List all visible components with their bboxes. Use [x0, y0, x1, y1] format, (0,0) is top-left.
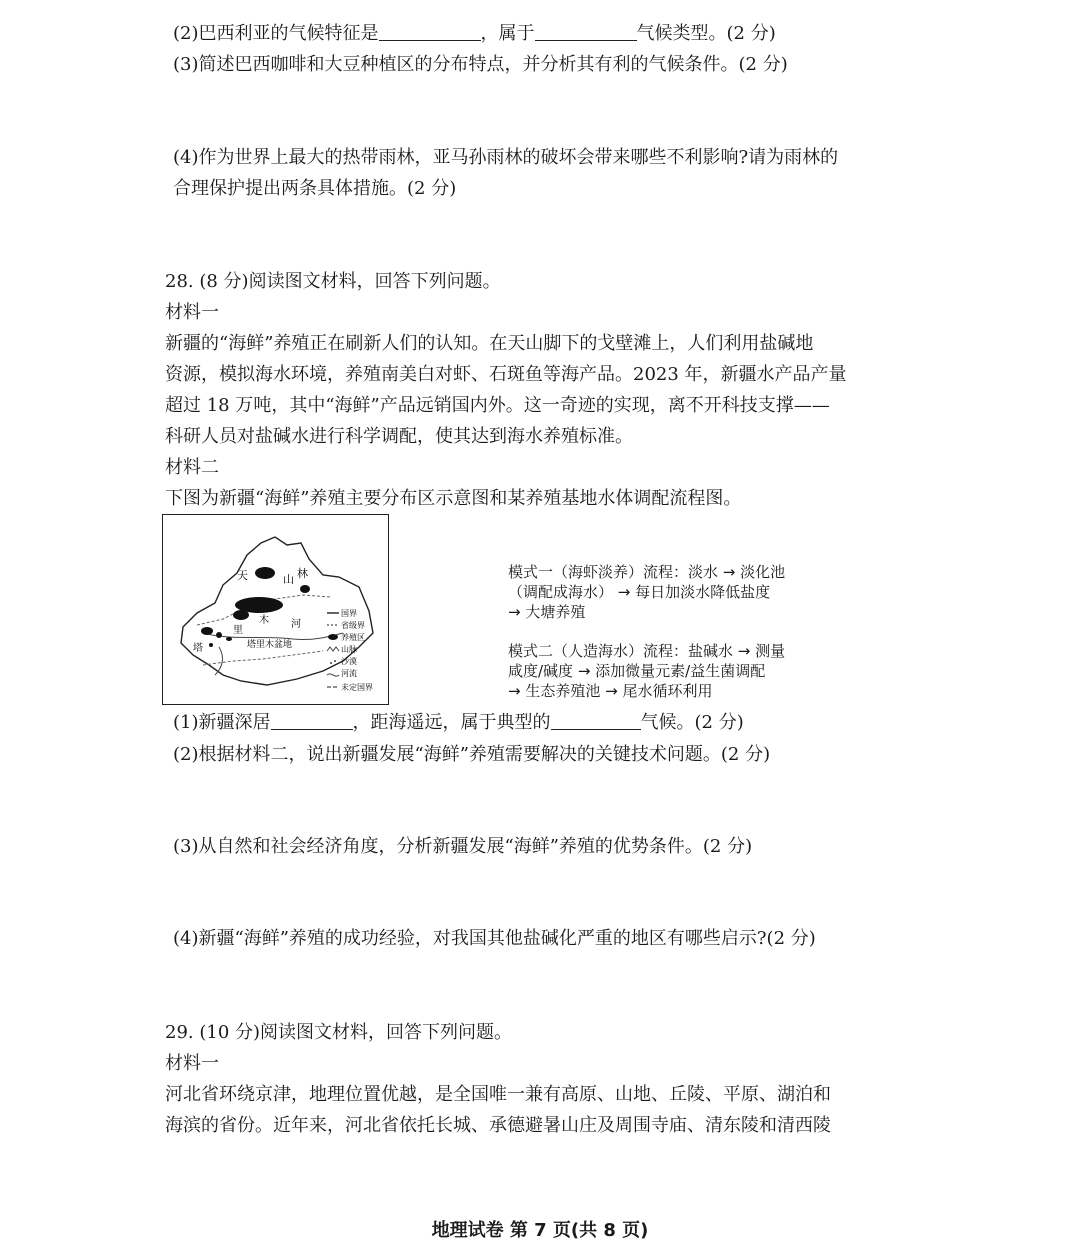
q28-title: 28. (8 分)阅读图文材料，回答下列问题。 — [165, 271, 501, 292]
xinjiang-map-figure — [162, 514, 389, 705]
q27-part2: (2)巴西利亚的气候特征是 ，属于 气候类型。(2 分) — [173, 23, 776, 44]
farming-area — [233, 610, 249, 620]
map-legend — [327, 609, 373, 692]
map-label: 山 — [283, 573, 294, 586]
q27-part4-line2: 合理保护提出两条具体措施。(2 分) — [173, 178, 457, 199]
svg-text:省级界: 省级界 — [341, 621, 365, 630]
map-label: 塔 — [193, 643, 203, 654]
svg-text:未定国界: 未定国界 — [341, 683, 373, 692]
mountain-range — [203, 651, 323, 665]
q28-material2-text: 下图为新疆“海鲜”养殖主要分布区示意图和某养殖基地水体调配流程图。 — [165, 488, 742, 509]
map-label: 木 — [259, 615, 269, 626]
q29-material1-line: 河北省环绕京津，地理位置优越，是全国唯一兼有高原、山地、丘陵、平原、湖泊和 — [165, 1084, 831, 1105]
answer-blank[interactable] — [551, 711, 641, 730]
flow-mode1-line2: （调配成海水） → 每日加淡水降低盐度 — [508, 583, 771, 601]
q29-material1-label: 材料一 — [165, 1053, 219, 1074]
farming-area — [209, 643, 213, 647]
farming-area — [226, 637, 232, 641]
xinjiang-map-svg — [163, 515, 388, 704]
q28-part1: (1)新疆深居 ，距海遥远，属于典型的 气候。(2 分) — [173, 712, 744, 733]
svg-text:山脉: 山脉 — [341, 645, 357, 654]
q28-part4: (4)新疆“海鲜”养殖的成功经验，对我国其他盐碱化严重的地区有哪些启示?(2 分) — [173, 928, 816, 949]
q28-material1-line: 科研人员对盐碱水进行科学调配，使其达到海水养殖标准。 — [165, 426, 633, 447]
q28-material1-label: 材料一 — [165, 302, 219, 323]
q28-material1-line: 资源，模拟海水环境，养殖南美白对虾、石斑鱼等海产品。2023 年，新疆水产品产量 — [165, 364, 847, 385]
q28-material2-label: 材料二 — [165, 457, 219, 478]
q29-title: 29. (10 分)阅读图文材料，回答下列问题。 — [165, 1022, 513, 1043]
farming-area — [201, 627, 213, 635]
flow-mode1-line1: 模式一（海虾淡养）流程：淡水 → 淡化池 — [508, 563, 786, 581]
svg-text:沙漠: 沙漠 — [341, 657, 357, 666]
map-label: 林 — [297, 567, 308, 580]
answer-blank[interactable] — [271, 711, 353, 730]
farming-area — [216, 632, 222, 638]
farming-area — [300, 585, 310, 593]
flow-mode1-line3: → 大塘养殖 — [508, 603, 586, 621]
river — [203, 633, 343, 640]
q28-part2: (2)根据材料二，说出新疆发展“海鲜”养殖需要解决的关键技术问题。(2 分) — [173, 744, 771, 765]
page-footer: 地理试卷 第 7 页(共 8 页) — [431, 1220, 649, 1241]
q28-part3: (3)从自然和社会经济角度，分析新疆发展“海鲜”养殖的优势条件。(2 分) — [173, 836, 753, 857]
map-label: 塔里木盆地 — [247, 640, 293, 650]
answer-blank[interactable] — [535, 22, 637, 41]
svg-text:国界: 国界 — [341, 609, 357, 618]
map-label: 天 — [237, 569, 248, 582]
map-label: 河 — [291, 619, 301, 630]
map-label: 里 — [233, 625, 243, 636]
svg-text:河流: 河流 — [341, 669, 357, 678]
farming-area — [255, 567, 275, 579]
flow-mode2-line2: 咸度/碱度 → 添加微量元素/益生菌调配 — [508, 662, 766, 680]
svg-text:养殖区: 养殖区 — [341, 633, 365, 642]
answer-blank[interactable] — [379, 22, 481, 41]
flow-mode2-line3: → 生态养殖池 → 尾水循环利用 — [508, 682, 713, 700]
flow-mode2-line1: 模式二（人造海水）流程：盐碱水 → 测量 — [508, 642, 786, 660]
q28-material1-line: 新疆的“海鲜”养殖正在刷新人们的认知。在天山脚下的戈壁滩上，人们利用盐碱地 — [165, 333, 814, 354]
q28-material1-line: 超过 18 万吨，其中“海鲜”产品远销国内外。这一奇迹的实现，离不开科技支撑—— — [165, 395, 830, 416]
q27-part3: (3)简述巴西咖啡和大豆种植区的分布特点，并分析其有利的气候条件。(2 分) — [173, 54, 788, 75]
q29-material1-line: 海滨的省份。近年来，河北省依托长城、承德避暑山庄及周围寺庙、清东陵和清西陵 — [165, 1115, 831, 1136]
q27-part4-line1: (4)作为世界上最大的热带雨林，亚马孙雨林的破坏会带来哪些不利影响?请为雨林的 — [173, 147, 839, 168]
